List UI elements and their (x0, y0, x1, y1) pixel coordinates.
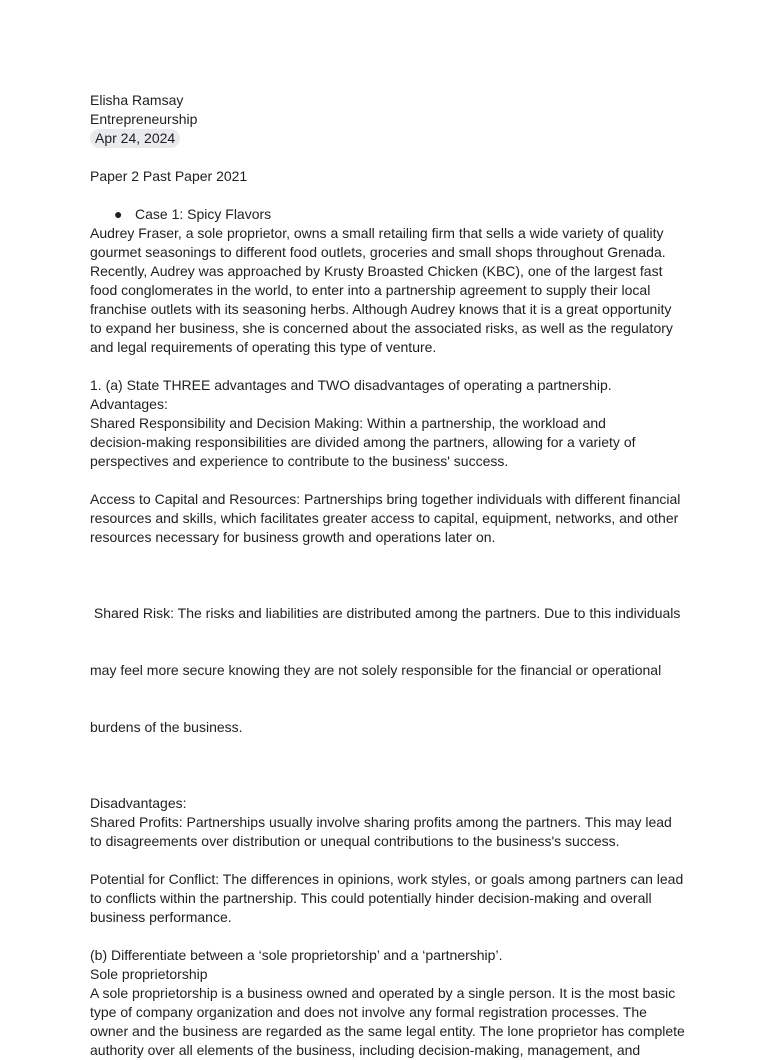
document-page (90, 91, 690, 1060)
advantage-text-line: resources necessary for business growth and operations later on. (90, 529, 496, 545)
case-bullet-item (90, 205, 690, 224)
case-heading: Case 1: Spicy Flavors (135, 206, 272, 222)
spacer (90, 547, 690, 566)
answer-text-line: owner and the business are regarded as the same legal entity. The lone proprietor has complete (90, 1023, 685, 1039)
date-chip[interactable]: Apr 24, 2024 (90, 129, 180, 148)
date-row (90, 129, 690, 148)
advantage-text-line: decision-making responsibilities are divided among the partners, allowing for a variety of (90, 434, 636, 450)
author-name: Elisha Ramsay (90, 92, 184, 108)
case-text-line: and legal requirements of operating this type of venture. (90, 339, 437, 355)
advantage-text-line: resources and skills, which facilitates greater access to capital, equipment, networks, and other (90, 510, 679, 526)
advantage-paragraph (90, 490, 690, 547)
case-text-line: Recently, Audrey was approached by Krusty Broasted Chicken (KBC), one of the largest fast (90, 263, 663, 279)
case-text-line: to expand her business, she is concerned about the associated risks, as well as the regulatory (90, 320, 673, 336)
disadvantage-text-line: to conflicts within the partnership. This could potentially hinder decision-making and overall (90, 890, 652, 906)
spacer (90, 927, 690, 946)
disadvantage-text-line: Shared Profits: Partnerships usually involve sharing profits among the partners. This may lead (90, 814, 672, 830)
advantage-text-line: burdens of the business. (90, 719, 243, 735)
answer-text-line: A sole proprietorship is a business owned and operated by a single person. It is the most basic (90, 985, 676, 1001)
spacer (90, 148, 690, 167)
disadvantage-text-line: business performance. (90, 909, 232, 925)
case-text-line: gourmet seasonings to different food outlets, groceries and small shops throughout Grenada. (90, 244, 666, 260)
spacer (90, 775, 690, 794)
advantage-text-line: may feel more secure knowing they are not solely responsible for the financial or operational (90, 662, 662, 678)
advantage-paragraph (90, 414, 690, 471)
advantages-label: Advantages: (90, 396, 168, 412)
disadvantage-paragraph (90, 813, 690, 851)
disadvantage-text-line: to disagreements over distribution or unequal contributions to the business's success. (90, 833, 620, 849)
case-paragraph (90, 224, 690, 357)
question-1b: (b) Differentiate between a ‘sole proprietorship’ and a ‘partnership’. (90, 947, 503, 963)
bullet-icon: ● (114, 206, 123, 222)
advantage-text-line: perspectives and experience to contribute to the business' success. (90, 453, 509, 469)
answer-text-line: authority over all elements of the business, including decision-making, management, and (90, 1042, 641, 1058)
advantage-text-line: Shared Risk: The risks and liabilities are distributed among the partners. Due to this individuals (90, 605, 681, 621)
spacer (90, 851, 690, 870)
case-text-line: Audrey Fraser, a sole proprietor, owns a small retailing firm that sells a wide variety of quality (90, 225, 664, 241)
case-text-line: food conglomerates in the world, to enter into a partnership agreement to supply their local (90, 282, 651, 298)
document-title: Paper 2 Past Paper 2021 (90, 168, 248, 184)
spacer (90, 186, 690, 205)
spacer (90, 357, 690, 376)
advantage-text-line: Shared Responsibility and Decision Making: Within a partnership, the workload and (90, 415, 606, 431)
sole-proprietorship-heading: Sole proprietorship (90, 966, 208, 982)
disadvantages-label: Disadvantages: (90, 795, 187, 811)
disadvantage-text-line: Potential for Conflict: The differences in opinions, work styles, or goals among partners can lead (90, 871, 684, 887)
advantage-paragraph (90, 566, 690, 775)
answer-text-line: type of company organization and does not involve any formal registration processes. The (90, 1004, 647, 1020)
question-1a: 1. (a) State THREE advantages and TWO disadvantages of operating a partnership. (90, 377, 612, 393)
spacer (90, 471, 690, 490)
disadvantage-paragraph (90, 870, 690, 927)
subject-line: Entrepreneurship (90, 111, 198, 127)
advantage-text-line: Access to Capital and Resources: Partnerships bring together individuals with different financial (90, 491, 681, 507)
case-text-line: franchise outlets with its seasoning herbs. Although Audrey knows that it is a great opportunity (90, 301, 672, 317)
sole-proprietorship-paragraph (90, 984, 690, 1060)
